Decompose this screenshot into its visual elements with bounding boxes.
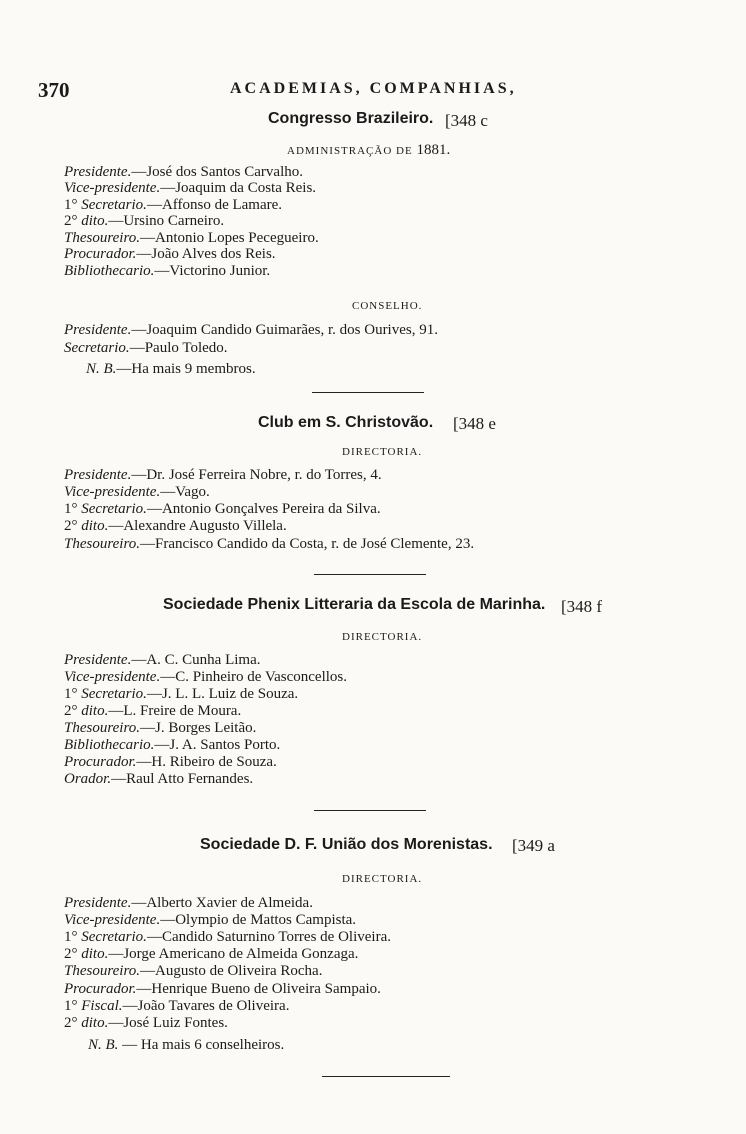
entry-prefix: 1° (64, 501, 78, 517)
list-item (64, 180, 316, 196)
note-label: N. B. (88, 1037, 119, 1053)
list-item (64, 467, 382, 483)
note (86, 361, 256, 377)
list-item (64, 1015, 228, 1031)
running-head: ACADEMIAS, COMPANHIAS, (230, 80, 517, 97)
list-item (64, 263, 270, 279)
list-item (64, 518, 287, 534)
entry-text: —José dos Santos Carvalho. (131, 164, 304, 180)
entry-text: —João Tavares de Oliveira. (122, 998, 290, 1014)
entry-role: Vice-presidente. (64, 912, 161, 928)
entry-text: —Vago. (160, 484, 210, 500)
list-item (64, 536, 474, 552)
entry-prefix: 2° (64, 1015, 78, 1031)
list-item (64, 981, 381, 997)
entry-role: dito. (81, 518, 109, 534)
list-item (64, 929, 391, 945)
entry-text: —Alberto Xavier de Almeida. (131, 895, 313, 911)
entry-role: Secretario. (81, 197, 147, 213)
section-ref: [349 a (512, 836, 555, 855)
section-4-heading (200, 836, 493, 854)
list-item (64, 963, 322, 979)
entry-text: —C. Pinheiro de Vasconcellos. (160, 669, 348, 685)
list-item (64, 340, 228, 356)
list-item (64, 737, 280, 753)
section-title: Congresso Brazileiro. (268, 110, 434, 127)
entry-text: —Antonio Lopes Pecegueiro. (139, 230, 319, 246)
section-subheading-2: CONSELHO. (352, 300, 423, 312)
entry-role: Procurador. (64, 754, 137, 770)
entry-role: Secretario. (81, 686, 147, 702)
entry-role: Presidente. (64, 467, 132, 483)
entry-role: Presidente. (64, 652, 132, 668)
page-number: 370 (38, 78, 70, 102)
entry-role: Orador. (64, 771, 112, 787)
note-text: — Ha mais 6 conselheiros. (122, 1037, 285, 1053)
section-subheading (287, 142, 450, 159)
list-item (64, 230, 319, 246)
section-subheading: DIRECTORIA. (342, 873, 423, 885)
divider (314, 574, 426, 575)
entry-text: —Alexandre Augusto Villela. (108, 518, 287, 534)
entry-prefix: 2° (64, 703, 78, 719)
entry-role: dito. (81, 946, 109, 962)
entry-prefix: 1° (64, 686, 78, 702)
entry-role: Secretario. (81, 501, 147, 517)
list-item (64, 652, 261, 668)
subheading-text: ADMINISTRAÇÃO DE (287, 145, 413, 157)
list-item (64, 998, 289, 1014)
entry-role: dito. (81, 703, 109, 719)
entry-text: —Joaquim da Costa Reis. (160, 180, 317, 196)
entry-role: Thesoureiro. (64, 963, 140, 979)
entry-prefix: 2° (64, 213, 78, 229)
list-item (64, 754, 277, 770)
list-item (64, 164, 303, 180)
entry-text: —Jorge Americano de Almeida Gonzaga. (108, 946, 359, 962)
list-item (64, 213, 224, 229)
entry-role: Thesoureiro. (64, 536, 140, 552)
section-2-heading (258, 414, 433, 432)
entry-role: Bibliothecario. (64, 263, 155, 279)
divider (322, 1076, 450, 1077)
entry-text: —Candido Saturnino Torres de Oliveira. (146, 929, 391, 945)
list-item (64, 771, 253, 787)
entry-role: Vice-presidente. (64, 484, 161, 500)
list-item (64, 484, 210, 500)
list-item (64, 686, 298, 702)
entry-role: dito. (81, 213, 109, 229)
note (88, 1037, 284, 1053)
section-1-heading (268, 110, 433, 128)
entry-role: Presidente. (64, 895, 132, 911)
entry-text: —João Alves dos Reis. (136, 246, 276, 262)
entry-role: Secretario. (81, 929, 147, 945)
entry-role: Bibliothecario. (64, 737, 155, 753)
section-subheading: DIRECTORIA. (342, 446, 423, 458)
entry-prefix: 2° (64, 518, 78, 534)
section-subheading: DIRECTORIA. (342, 631, 423, 643)
list-item (64, 246, 276, 262)
entry-text: —Raul Atto Fernandes. (111, 771, 254, 787)
section-title: Sociedade D. F. União dos Morenistas. (200, 836, 493, 853)
entry-text: —Francisco Candido da Costa, r. de José Clemente, 23. (139, 536, 475, 552)
entry-text: —J. L. L. Luiz de Souza. (146, 686, 299, 702)
entry-text: —J. Borges Leitão. (139, 720, 257, 736)
entry-text: —Affonso de Lamare. (146, 197, 283, 213)
entry-text: —Henrique Bueno de Oliveira Sampaio. (136, 981, 381, 997)
subheading-year: 1881. (416, 142, 451, 158)
entry-text: —Ursino Carneiro. (108, 213, 225, 229)
entry-role: Presidente. (64, 322, 132, 338)
entry-text: —Victorino Junior. (154, 263, 271, 279)
entry-text: —Olympio de Mattos Campista. (160, 912, 357, 928)
list-item (64, 720, 256, 736)
entry-text: —José Luiz Fontes. (108, 1015, 228, 1031)
entry-prefix: 2° (64, 946, 78, 962)
entry-text: —H. Ribeiro de Souza. (136, 754, 277, 770)
entry-role: Procurador. (64, 246, 137, 262)
entry-prefix: 1° (64, 998, 78, 1014)
entry-text: —Joaquim Candido Guimarães, r. dos Ourives, 91. (131, 322, 438, 338)
entry-text: —Antonio Gonçalves Pereira da Silva. (146, 501, 381, 517)
note-label: N. B. (86, 361, 117, 377)
list-item (64, 912, 356, 928)
section-ref: [348 c (445, 111, 488, 130)
list-item (64, 322, 438, 338)
entry-text: —Dr. José Ferreira Nobre, r. do Torres, 4. (131, 467, 382, 483)
entry-text: —A. C. Cunha Lima. (131, 652, 261, 668)
entry-role: dito. (81, 1015, 109, 1031)
list-item (64, 895, 313, 911)
entry-text: —Augusto de Oliveira Rocha. (139, 963, 323, 979)
section-title: Club em S. Christovão. (258, 414, 434, 431)
entry-role: Thesoureiro. (64, 720, 140, 736)
entry-role: Presidente. (64, 164, 132, 180)
section-ref: [348 e (453, 414, 496, 433)
entry-role: Secretario. (64, 340, 130, 356)
note-text: —Ha mais 9 membros. (116, 361, 256, 377)
section-ref: [348 f (561, 597, 603, 616)
list-item (64, 501, 381, 517)
entry-prefix: 1° (64, 197, 78, 213)
entry-role: Vice-presidente. (64, 180, 161, 196)
list-item (64, 703, 241, 719)
entry-role: Vice-presidente. (64, 669, 161, 685)
section-3-heading (163, 596, 545, 614)
entry-prefix: 1° (64, 929, 78, 945)
divider (314, 810, 426, 811)
entry-text: —J. A. Santos Porto. (154, 737, 281, 753)
entry-text: —Paulo Toledo. (129, 340, 228, 356)
entry-role: Fiscal. (81, 998, 123, 1014)
entry-text: —L. Freire de Moura. (108, 703, 242, 719)
list-item (64, 669, 347, 685)
entry-role: Thesoureiro. (64, 230, 140, 246)
divider (312, 392, 424, 393)
section-title: Sociedade Phenix Litteraria da Escola de Marinha. (163, 596, 546, 613)
list-item (64, 946, 358, 962)
list-item (64, 197, 282, 213)
entry-role: Procurador. (64, 981, 137, 997)
